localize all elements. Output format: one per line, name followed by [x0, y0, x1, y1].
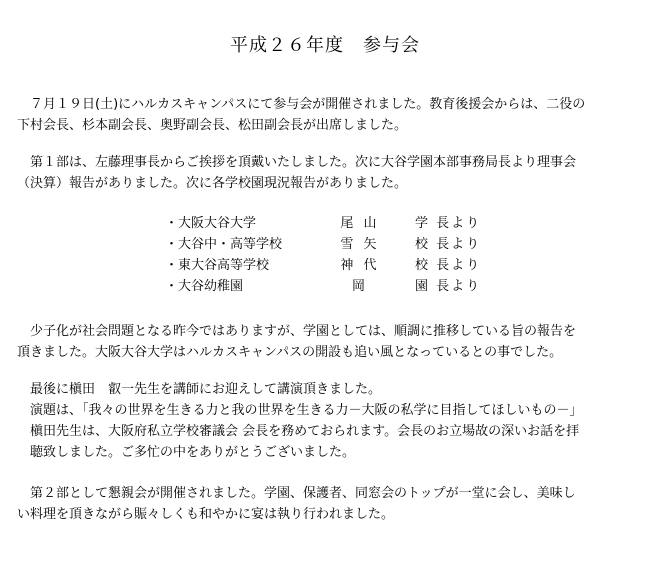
school-name: ・大阪大谷大学 — [165, 216, 257, 231]
reporter-name: 尾 山 — [340, 216, 380, 231]
text-line: 演題は、「我々の世界を生きる力と我の世界を生きる力－大阪の私学に目指してほしいもの－」 — [17, 403, 583, 418]
school-name: ・東大谷高等学校 — [165, 258, 270, 273]
text-line: （決算）報告がありました。次に各学校園現況報告がありました。 — [17, 176, 408, 191]
text-line: 少子化が社会問題となる昨今ではありますが、学園としては、順調に推移している旨の報告を — [17, 324, 577, 339]
paragraph-part-two — [17, 483, 637, 525]
text-line: 第２部として懇親会が開催されました。学園、保護者、同窓会のトップが一堂に会し、美味し — [17, 486, 576, 501]
page-title: 平成２６年度 参与会 — [230, 35, 420, 56]
text-line: 槇田先生は、大阪府私立学校審議会 会長を務めておられます。会長のお立場故の深いお話を拝 — [17, 424, 580, 439]
paragraph-status-report — [17, 321, 637, 363]
paragraph-lecture — [17, 379, 637, 463]
text-line: 聴致しました。ご多忙の中をありがとうございました。 — [17, 445, 356, 460]
text-line: 第１部は、左藤理事長からご挨拶を頂戴いたしました。次に大谷学園本部事務局長より理事会 — [17, 155, 577, 170]
text-line: い料理を頂きながら賑々しくも和やかに宴は執り行われました。 — [17, 507, 395, 522]
paragraph-part-one — [17, 152, 637, 194]
reporter-title: 校 長より — [415, 258, 482, 273]
reporter-title: 園 長より — [415, 279, 482, 294]
reporter-name: 雪 矢 — [340, 237, 380, 252]
reporter-title: 学 長より — [415, 216, 482, 231]
school-name: ・大谷中・高等学校 — [165, 237, 283, 252]
paragraph-meeting-intro — [17, 94, 637, 136]
reporter-name: 神 代 — [340, 258, 380, 273]
text-line: 頂きました。大阪大谷大学はハルカスキャンパスの開設も追い風となっているとの事でした。 — [17, 345, 563, 360]
text-line: ７月１９日(土)にハルカスキャンパスにて参与会が開催されました。教育後援会からは、二役の — [17, 97, 586, 112]
text-line: 下村会長、杉本副会長、奥野副会長、松田副会長が出席しました。 — [17, 118, 408, 133]
reporter-name: 岡 — [351, 279, 368, 294]
school-name: ・大谷幼稚園 — [165, 279, 244, 294]
reporter-title: 校 長より — [415, 237, 482, 252]
text-line: 最後に槇田 叡一先生を講師にお迎えして講演頂きました。 — [17, 382, 382, 397]
